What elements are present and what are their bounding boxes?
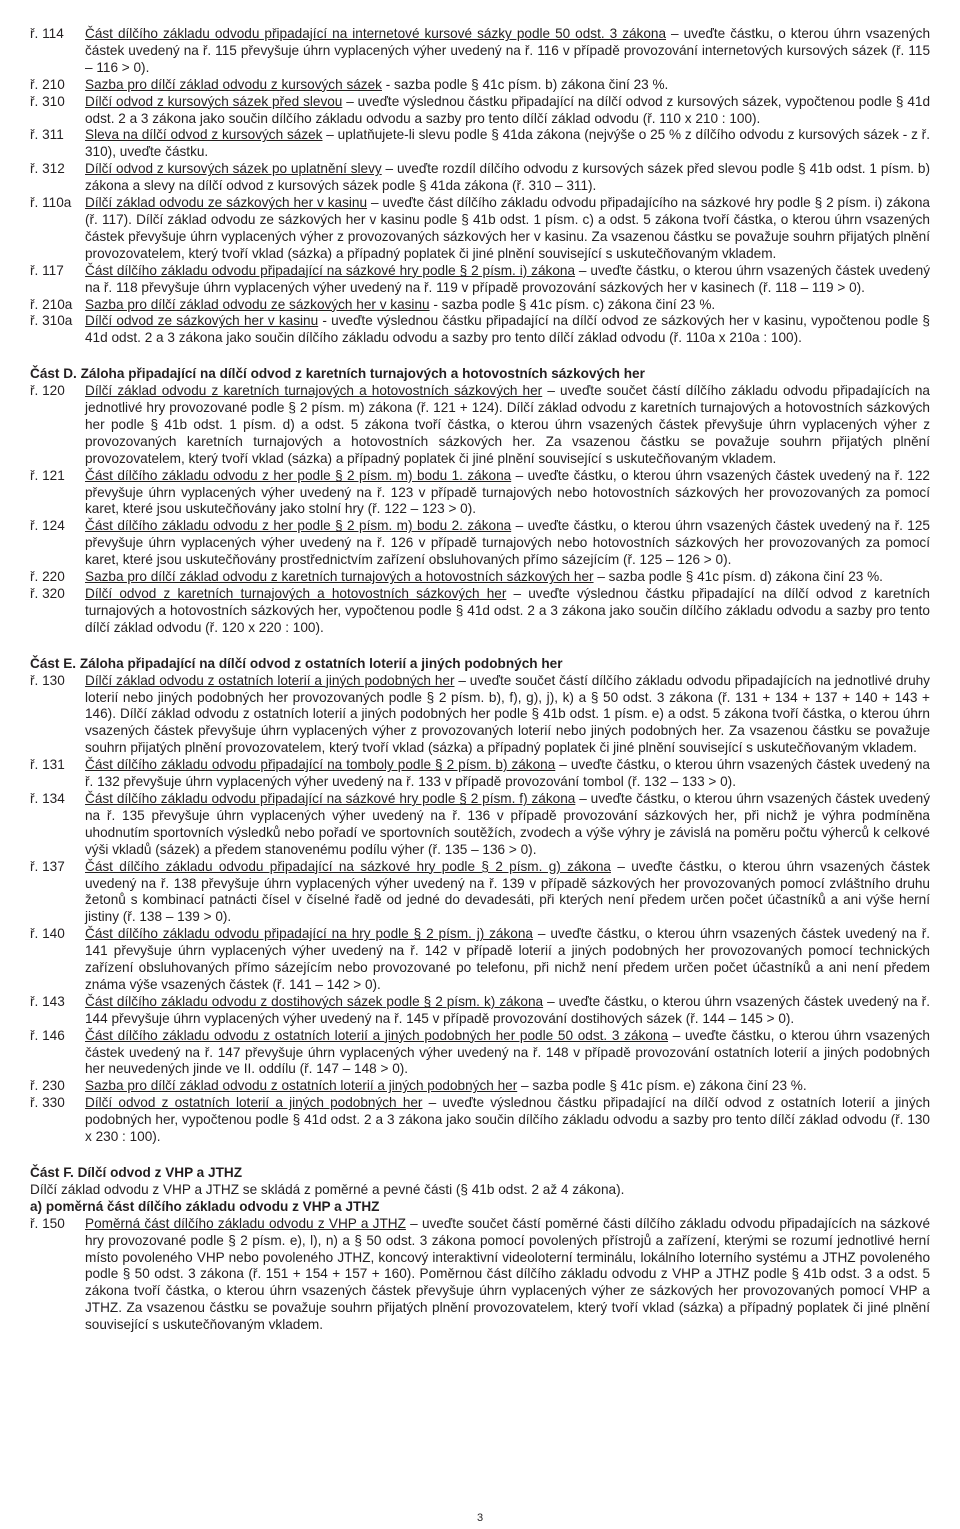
instruction-row [30,161,930,195]
row-body [85,195,930,263]
row-body [85,673,930,758]
section-f-title: Část F. Dílčí odvod z VHP a JTHZ [30,1165,243,1180]
row-text: – uveďte část dílčího základu odvodu připadajícího na sázkové hry podle § 2 písm. i) zákona (ř. 117). Dílčí základ odvodu ze sázkových her v kasinu podle § 41b odst. 1 písm. c) a odst. 5 zákona tvoří částka, o kterou úhrn vsazených částek převyšuje úhrn vyplacených výher z provozovaných sázkových her v kasinu. Za vsazenou částku se považuje souhrn přijatých plnění provozovatelem, který tvoří vklad (sázka) a případný poplatek či jiné plnění související s uskutečňovaným vkladem. [85,195,930,261]
row-number: ř. 220 [30,569,65,585]
instruction-row [30,195,930,263]
row-number: ř. 124 [30,518,65,534]
row-body [85,383,930,468]
instruction-row [30,926,930,994]
instruction-row [30,859,930,927]
row-text: – uveďte výslednou částku připadající na dílčí odvod z karetních turnajových a hotovostních sázkových her, vypočtenou podle § 41d odst. 2 a 3 zákona jako součin dílčího základu odvodu a sazby pro tento dílčí základ odvodu (ř. 120 x 220 : 100). [85,586,930,635]
row-number: ř. 230 [30,1078,65,1094]
row-body [85,468,930,519]
row-text: - sazba podle § 41c písm. c) zákona činí 23 %. [429,296,716,312]
row-title: Dílčí odvod z ostatních loterií a jiných podobných her [85,1095,423,1111]
row-body [85,313,930,347]
row-body [85,161,930,195]
row-body [85,994,930,1028]
row-title: Část dílčího základu odvodu připadající na sázkové hry podle § 2 písm. g) zákona [85,858,611,874]
row-text: – sazba podle § 41c písm. d) zákona činí 23 %. [593,569,883,585]
instruction-row [30,26,930,77]
row-text: – uveďte součet částí dílčího základu odvodu připadajících na jednotlivé druhy loterií nebo jiných podobných her provozovaných podle § 2 písm. b), f), g), j), k) a § 50 odst. 3 zákona (ř. 131 + 134 + 137 + 140 + 143 + 146). Dílčí základ odvodu z ostatních loterií a jiných podobných her podle § 41b odst. 1 písm. e) a odst. 5 zákona tvoří částka, o kterou úhrn vsazených částek převyšuje úhrn vyplacených výher z provozovaných loterií nebo jiných podobných her. Za vsazenou částku se považuje souhrn přijatých plnění provozovatelem, který tvoří vklad (sázka) a případný poplatek či jiné plnění související s uskutečňovaným vkladem. [85,672,930,756]
row-title: Část dílčího základu odvodu připadající na internetové kursové sázky podle 50 odst. 3 zákona [85,26,667,41]
row-body [85,757,930,791]
row-body [85,127,930,161]
row-body [85,569,930,586]
row-text: – uveďte částku, o kterou úhrn vsazených částek uvedený na ř. 118 převyšuje úhrn vyplacených výher uvedený na ř. 119 v případě provozování sázkových her v kasinech (ř. 118 – 119 > 0). [85,262,930,295]
row-number: ř. 146 [30,1027,65,1043]
section-f-intro: Dílčí základ odvodu z VHP a JTHZ se skládá z poměrné a pevné části (§ 41b odst. 2 až 4 zákona). [30,1181,625,1197]
row-title: Dílčí odvod z kursových sázek před slevou [85,93,343,109]
section-f-rows [30,1216,930,1334]
row-body [85,518,930,569]
row-title: Část dílčího základu odvodu z dostihových sázek podle § 2 písm. k) zákona [85,993,544,1009]
instruction-row [30,127,930,161]
row-title: Sazba pro dílčí základ odvodu z ostatních loterií a jiných podobných her [85,1078,518,1094]
section-d [30,366,930,637]
row-text: – sazba podle § 41c písm. e) zákona činí 23 %. [517,1078,807,1094]
row-number: ř. 143 [30,993,65,1009]
instruction-row [30,518,930,569]
row-number: ř. 110a [30,195,72,211]
row-number: ř. 140 [30,926,65,942]
section-d-rows [30,383,930,637]
instruction-row [30,1078,930,1095]
row-title: Sazba pro dílčí základ odvodu z kursových sázek [85,76,382,92]
row-text: – uveďte částku, o kterou úhrn vsazených částek uvedený na ř. 141 převyšuje úhrn vyplacených výher uvedený na ř. 142 v případě loterií a jiných podobných her provozovaných pomocí technických zařízení obsluhovaných přímo sázejícím nebo provozované po telefonu, při nichž není předem určen počet účastníků a ani není předem známa výše vsazených částek (ř. 141 – 142 > 0). [85,926,930,992]
instruction-row [30,586,930,637]
row-title: Část dílčího základu odvodu z her podle § 2 písm. m) bodu 2. zákona [85,518,512,534]
instruction-row [30,569,930,586]
row-text: – uveďte výslednou částku připadající na dílčí odvod z ostatních loterií a jiných podobných her, vypočtenou podle § 41d odst. 2 a 3 zákona jako součin dílčího základu odvodu a sazby pro tento dílčí základ odvodu (ř. 130 x 230 : 100). [85,1095,930,1145]
row-title: Dílčí odvod z kursových sázek po uplatnění slevy [85,161,382,177]
page-number: 3 [476,1512,484,1524]
section-e-title: Část E. Záloha připadající na dílčí odvod z ostatních loterií a jiných podobných her [30,655,563,671]
instruction-row [30,383,930,468]
row-text: – uveďte částku, o kterou úhrn vsazených částek uvedený na ř. 115 převyšuje úhrn vyplacených výher uvedený na ř. 116 v případě provozování internetových kursových sázek (ř. 115 – 116 > 0). [85,26,930,75]
row-body [85,263,930,297]
instruction-row [30,263,930,297]
row-body [85,77,930,94]
row-title: Část dílčího základu odvodu připadající na hry podle § 2 písm. j) zákona [85,926,533,942]
row-title: Dílčí základ odvodu ze sázkových her v kasinu [85,195,368,211]
row-body [85,1216,930,1334]
row-body [85,926,930,994]
row-title: Část dílčího základu odvodu připadající na tomboly podle § 2 písm. b) zákona [85,757,556,773]
row-body [85,586,930,637]
row-title: Část dílčího základu odvodu z ostatních loterií a jiných podobných her podle 50 odst. 3 zákona [85,1027,669,1043]
section-d-title: Část D. Záloha připadající na dílčí odvod z karetních turnajových a hotovostních sázkových her [30,366,645,382]
instruction-row [30,994,930,1028]
instruction-row [30,1216,930,1334]
row-number: ř. 134 [30,790,65,806]
row-text: – uveďte součet částí poměrné části dílčího základu odvodu připadajících na sázkové hry provozované podle § 2 písm. e), l), n) a § 50 odst. 3 zákona pomocí povolených přístrojů a zařízení, kterými se rozumí jednotlivé herní místo povoleného VHP nebo povoleného JTHZ, koncový interaktivní videoloterní terminálu, lokálního loterního systému a JTHZ povoleného podle § 50 odst. 3 zákona (ř. 151 + 154 + 157 + 160). Poměrnou část dílčího základu odvodu z VHP a JTHZ podle § 41b odst. 3 a odst. 5 zákona tvoří částka, o kterou úhrn vsazených částek převyšuje úhrn vyplacených výher ze sázkových her provozovaných pomocí VHP a JTHZ. Za vsazenou částku se považuje souhrn přijatých plnění provozovatelem, který tvoří vklad (sázka) a případný poplatek či jiné plnění související s uskutečňovaným vkladem. [85,1215,931,1333]
instruction-row [30,313,930,347]
row-number: ř. 131 [30,757,65,773]
instruction-row [30,757,930,791]
row-title: Sazba pro dílčí základ odvodu z karetních turnajových a hotovostních sázkových her [85,569,594,585]
row-title: Sazba pro dílčí základ odvodu ze sázkových her v kasinu [85,296,430,312]
section-c-rows [30,26,930,347]
row-text: – uveďte částku, o kterou úhrn vsazených částek uvedený na ř. 125 převyšuje úhrn vyplacených výher uvedený na ř. 126 v případě turnajových nebo hotovostních sázkových her provozovaných za pomocí karet, které jsou uskutečňovány prostřednictvím zařízení obsluhovaných přímo sázejícím (ř. 125 – 126 > 0). [85,518,930,568]
row-text: - sazba podle § 41c písm. b) zákona činí 23 %. [381,76,669,92]
row-number: ř. 150 [30,1215,65,1231]
row-number: ř. 320 [30,586,65,601]
instruction-row [30,468,930,519]
row-body [85,1028,930,1079]
section-e [30,656,930,1146]
section-e-rows [30,673,930,1146]
instruction-row [30,94,930,128]
row-number: ř. 120 [30,383,65,399]
row-text: – uveďte částku, o kterou úhrn vsazených částek uvedený na ř. 147 převyšuje úhrn vyplacených výher uvedený na ř. 148 v případě provozování ostatních loterií a jiných podobných her neuvedených jinde ve II. oddílu (ř. 147 – 148 > 0). [85,1027,930,1077]
row-number: ř. 210 [30,76,65,92]
row-text: – uveďte rozdíl dílčího odvodu z kursových sázek před slevou podle § 41b odst. 1 písm. b) zákona a slevy na dílčí odvod z kursových sázek podle § 41da zákona (ř. 310 – 311). [85,161,930,194]
row-number: ř. 310a [30,313,73,329]
row-body [85,791,930,859]
row-text: – uveďte částku, o kterou úhrn vsazených částek uvedený na ř. 132 převyšuje úhrn vyplacených výher uvedený na ř. 133 v případě provozování tombol (ř. 132 – 133 > 0). [85,757,930,790]
instruction-row [30,297,930,314]
row-text: – uveďte částku, o kterou úhrn vsazených částek uvedený na ř. 138 převyšuje úhrn vyplacených výher uvedený na ř. 139 v případě sázkových her provozovaných pomocí zvláštního druhu žetonů s kombinací patnácti čísel v číselné řadě od jedné do devadesáti, při kterých není předem určen počet účastníků a ani výše herní jistiny (ř. 138 – 139 > 0). [85,858,930,925]
row-title: Dílčí základ odvodu z karetních turnajových a hotovostních sázkových her [85,383,543,399]
row-body [85,297,930,314]
row-body [85,1095,930,1146]
row-number: ř. 330 [30,1095,65,1111]
row-text: – uveďte částku, o kterou úhrn vsazených částek uvedený na ř. 144 převyšuje úhrn vyplacených výher uvedený na ř. 145 v případě provozování dostihových sázek (ř. 144 – 145 > 0). [85,993,930,1026]
row-body [85,26,930,77]
row-text: – uveďte výslednou částku připadající na dílčí odvod z kursových sázek, vypočtenou podle § 41d odst. 2 a 3 zákona jako součin dílčího základu odvodu a sazby pro tento dílčí základ odvodu (ř. 110 x 210 : 100). [85,93,931,126]
row-body [85,859,930,927]
row-title: Dílčí odvod z karetních turnajových a hotovostních sázkových her [85,586,507,601]
row-text: – uveďte součet částí dílčího základu odvodu připadajících na jednotlivé hry provozované podle § 2 písm. m) zákona (ř. 121 + 124). Dílčí základ odvodu z karetních turnajových a hotovostních sázkových her podle § 41b odst. 1 písm. d) a odst. 5 zákona tvoří částka, o kterou úhrn vsazených částek převyšuje úhrn vyplacených výher z provozovaných karetních turnajových a hotovostních sázkových her. Za vsazenou částku se považuje souhrn přijatých plnění provozovatelem, který tvoří vklad (sázka) a případný poplatek či jiné plnění související s uskutečňovaným vkladem. [85,383,930,466]
row-number: ř. 210a [30,296,73,312]
row-number: ř. 311 [30,127,64,143]
row-number: ř. 117 [30,262,64,278]
row-text: – uveďte částku, o kterou úhrn vsazených částek uvedený na ř. 122 převyšuje úhrn vyplacených výher uvedený na ř. 123 v případě turnajových nebo hotovostních sázkových her provozovaných za pomocí karet, které jsou uskutečňovány jako stolní hry (ř. 122 – 123 > 0). [85,467,930,517]
section-f [30,1165,930,1334]
row-number: ř. 130 [30,672,65,688]
row-text: – uplatňujete-li slevu podle § 41da zákona (nejvýše o 25 % z dílčího odvodu z kursových sázek - z ř. 310), uveďte částku. [85,127,930,160]
row-text: – uveďte částku, o kterou úhrn vsazených částek uvedený na ř. 135 převyšuje úhrn vyplacených výher uvedený na ř. 136 v případě provozování sázkových her, při nichž je výhra podmíněna uhodnutím sportovních výsledků nebo pořadí ve sportovních soutěžích, zvodech a výše výhry je závislá na poměru počtu výherců k celkové výši vkladů (sázek) a předem stanovenému podílu výher (ř. 135 – 136 > 0). [85,790,930,857]
row-title: Poměrná část dílčího základu odvodu z VHP a JTHZ [85,1215,406,1231]
row-number: ř. 114 [30,26,64,41]
instruction-row [30,1028,930,1079]
row-number: ř. 121 [30,467,65,483]
row-title: Dílčí odvod ze sázkových her v kasinu [85,313,319,329]
row-title: Dílčí základ odvodu z ostatních loterií a jiných podobných her [85,672,455,688]
row-number: ř. 310 [30,93,65,109]
row-body [85,1078,930,1095]
row-title: Část dílčího základu odvodu z her podle § 2 písm. m) bodu 1. zákona [85,467,512,483]
instruction-row [30,77,930,94]
row-title: Část dílčího základu odvodu připadající na sázkové hry podle § 2 písm. f) zákona [85,790,576,806]
row-body [85,94,930,128]
row-title: Sleva na dílčí odvod z kursových sázek [85,127,323,143]
row-title: Část dílčího základu odvodu připadající na sázkové hry podle § 2 písm. i) zákona [85,262,576,278]
instruction-row [30,791,930,859]
instruction-row [30,1095,930,1146]
row-number: ř. 312 [30,161,65,177]
instruction-row [30,673,930,758]
row-text: - uveďte výslednou částku připadající na dílčí odvod ze sázkových her v kasinu, vypočtenou podle § 41d odst. 2 a 3 zákona jako součin dílčího základu odvodu a sazby pro tento dílčí základ odvodu (ř. 110a x 210a : 100). [85,313,930,346]
section-f-subtitle: a) poměrná část dílčího základu odvodu z VHP a JTHZ [30,1198,380,1214]
row-number: ř. 137 [30,858,65,874]
